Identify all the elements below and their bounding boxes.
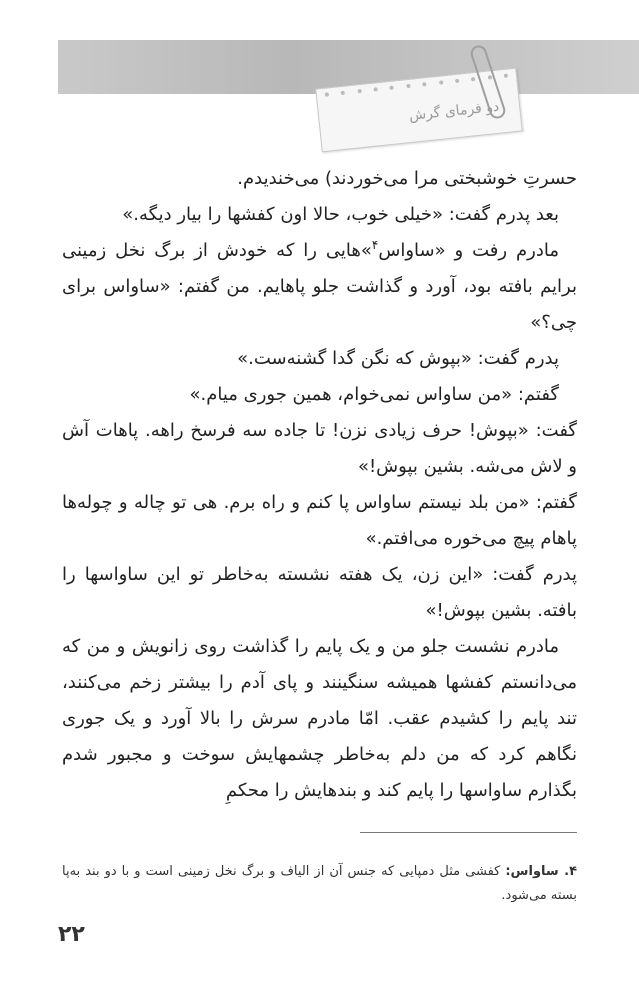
footnote-divider <box>360 832 577 833</box>
paragraph: بعد پدرم گفت: «خیلی خوب، حالا اون کفشها را بیار دیگه.» <box>122 204 559 225</box>
page-number: ۲۲ <box>58 922 85 947</box>
paragraph: گفتم: «من بلد نیستم ساواس پا کنم و راه برم. هی تو چاله و چوله‌ها پاهام پیچ می‌خوره می‌افتم.» <box>62 492 577 549</box>
running-header-title: دو فرمای گرش <box>408 98 500 125</box>
paragraph: مادرم نشست جلو من و یک پایم را گذاشت روی زانویش و من که می‌دانستم کفشها همیشه سنگینند و پای آدم را بیشتر زخم می‌کنند، تند پایم را کشیدم عقب. امّا مادرم سرش را بالا آورد و یک جوری نگاهم کرد که من دلم به‌خاطر چشمهایش سوخت و مجبور شدم بگذارم ساواسها را پایم کند و بندهایش را محکمِ <box>62 636 577 801</box>
footnote-text: کفشی مثل دمپایی که جنس آن از الیاف و برگ نخل زمینی است و با دو بند به‌پا بسته می‌شود. <box>62 864 577 903</box>
paragraph: گفت: «بپوش! حرف زیادی نزن! تا جاده سه فرسخ راهه. پاهات آش و لاش می‌شه. بشین بپوش!» <box>62 420 577 477</box>
body-text <box>62 161 577 809</box>
footnote <box>62 860 577 908</box>
footnote-reference: ۴ <box>371 238 379 252</box>
paragraph-text: »هایی را که خودش از برگ نخل زمینی برایم بافته بود، آورد و گذاشت جلو پاهایم. من گفتم: «ساواس برای چی؟» <box>62 240 577 333</box>
paragraph: پدرم گفت: «این زن، یک هفته نشسته به‌خاطر تو این ساواسها را بافته. بشین بپوش!» <box>62 564 577 621</box>
paragraph <box>62 233 577 341</box>
paragraph: پدرم گفت: «بپوش که نگن گدا گشنه‌ست.» <box>237 348 559 369</box>
paragraph: گفتم: «من ساواس نمی‌خوام، همین جوری میام.» <box>189 384 559 405</box>
footnote-label: ۴. ساواس: <box>505 864 577 879</box>
paragraph: حسرتِ خوشبختی مرا می‌خوردند) می‌خندیدم. <box>237 168 577 189</box>
paragraph-text: مادرم رفت و «ساواس <box>378 240 559 261</box>
